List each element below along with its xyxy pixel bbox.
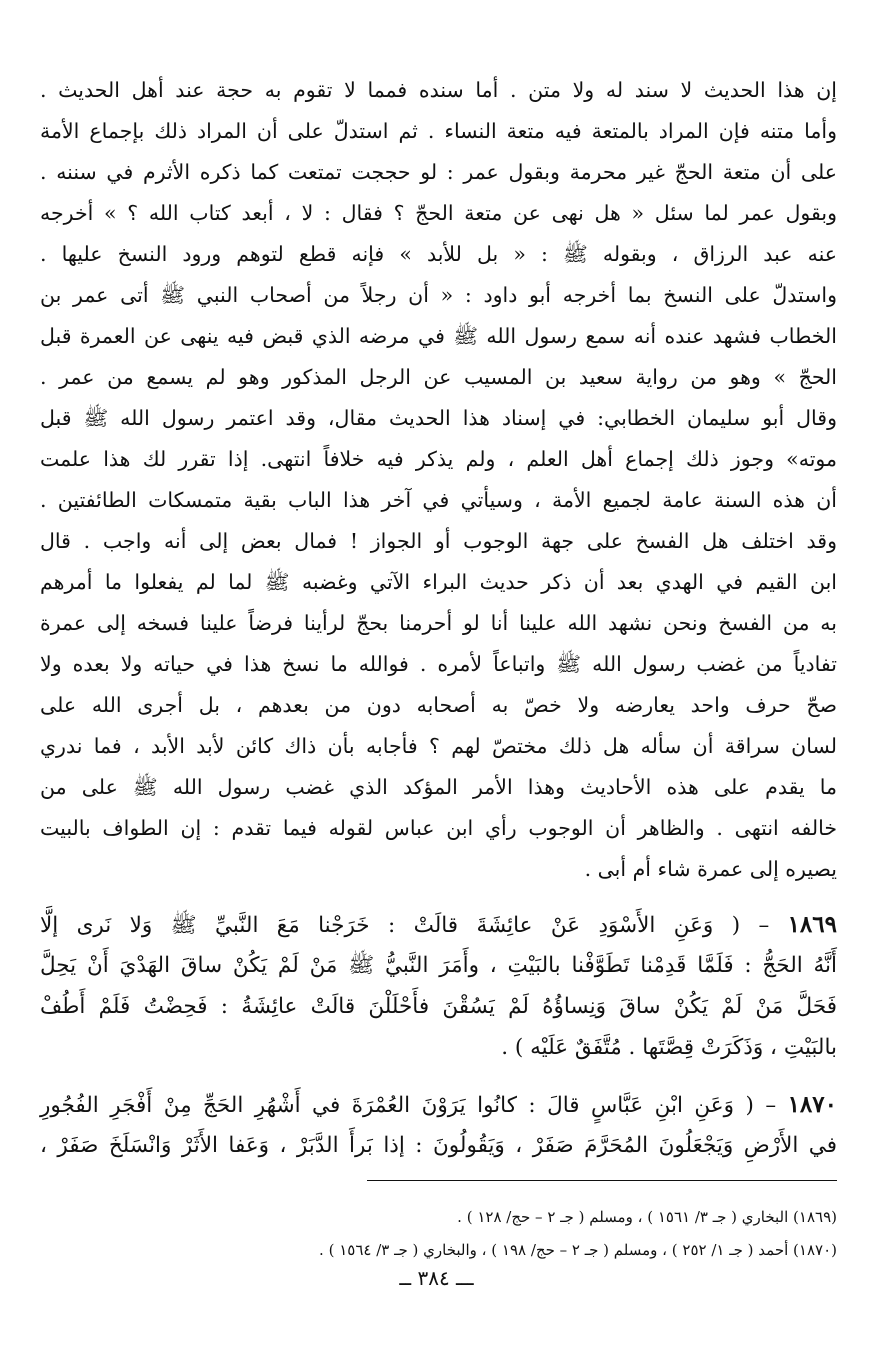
footnote: (١٨٦٩) البخاري ( جـ ٣/ ١٥٦١ ) ، ومسلم ( جـ ٢ – حج/ ١٢٨ ) . xyxy=(457,1208,837,1226)
footnote: (١٨٧٠) أحمد ( جـ ١/ ٢٥٢ ) ، ومسلم ( جـ ٢ – حج/ ١٩٨ ) ، والبخاري ( جـ ٣/ ١٥٦٤ ) . xyxy=(319,1241,837,1259)
hadith-1869 xyxy=(40,904,837,1068)
text-line: على أن متعة الحجّ غير محرمة وبقول عمر : لو حججت تمتعت كما ذكره الأثرم في سننه . xyxy=(40,160,837,184)
hadith-1870 xyxy=(40,1084,837,1166)
text-line: وأما متنه فإن المراد بالمتعة فيه متعة النساء . ثم استدلّ على أن المراد ذلك بإجماع الأمة xyxy=(40,119,837,143)
text-line: ما يقدم على هذه الأحاديث وهذا الأمر المؤكد الذي غضب رسول الله ﷺ على من xyxy=(40,775,837,799)
text-line: لسان سراقة أن سأله هل ذلك مختصّ لهم ؟ فأجابه بأن ذاك كائن لأبد الأبد ، فما ندري xyxy=(40,734,837,758)
hadith-line xyxy=(40,904,837,945)
page-number: ـــ ٣٨٤ ــ xyxy=(399,1266,474,1290)
footnotes xyxy=(40,1201,837,1267)
hadith-text: – ( وَعَنِ ابْنِ عَبَّاسٍ قالَ : كانُوا يَرَوْنَ العُمْرَةَ في أَشْهُرِ الحَجِّ مِنْ أَفْجَرِ الفُجُورِ xyxy=(40,1093,777,1118)
footnote-separator xyxy=(367,1180,837,1181)
text-line: إن هذا الحديث لا سند له ولا متن . أما سنده فمما لا تقوم به حجة عند أهل الحديث . xyxy=(40,78,837,102)
text-line: وبقول عمر لما سئل « هل نهى عن متعة الحجّ ؟ فقال : لا ، أبعد كتاب الله ؟ » أخرجه xyxy=(40,201,837,225)
hadith-line: أَنَّهُ الحَجُّ : فَلَمَّا قَدِمْنا تَطَوَّفْنا بالبَيْتِ ، وأَمَرَ النَّبيُّ ﷺ مَنْ لَمْ يَكُنْ ساقَ الهَدْيَ أَنْ يَحِلَّ xyxy=(40,953,837,978)
text-line: أن هذه السنة عامة لجميع الأمة ، وسيأتي في آخر هذا الباب بقية متمسكات الطائفتين . xyxy=(40,488,837,512)
hadith-number: ١٨٧٠ xyxy=(787,1091,837,1118)
text-line: الحجّ » وهو من رواية سعيد بن المسيب عن الرجل المذكور وهو لم يسمع من عمر . xyxy=(40,365,837,389)
hadith-line: في الأَرْضِ وَيَجْعَلُونَ المُحَرَّمَ صَفَرْ ، وَيَقُولُونَ : إذا بَرأَ الدَّبَرْ ، وَعَفا الأَثَرْ وَانْسَلَخَ صَفَرْ ، xyxy=(40,1133,837,1158)
text-line: صحّ حرف واحد يعارضه ولا خصّ به أصحابه دون من بعدهم ، بل أجرى الله على xyxy=(40,693,837,717)
hadith-text: – ( وَعَنِ الأَسْوَدِ عَنْ عائِشَةَ قالَتْ : خَرَجْنا مَعَ النَّبيِّ ﷺ وَلا نَرى إلَّا xyxy=(40,913,770,938)
text-line: ابن القيم في الهدي بعد أن ذكر حديث البراء الآتي وغضبه ﷺ لما لم يفعلوا ما أمرهم xyxy=(40,570,837,594)
hadith-number: ١٨٦٩ xyxy=(787,911,837,938)
text-line: واستدلّ على النسخ بما أخرجه أبو داود : « أن رجلاً من أصحاب النبي ﷺ أتى عمر بن xyxy=(40,283,837,307)
text-line: تفادياً من غضب رسول الله ﷺ واتباعاً لأمره . فوالله ما نسخ هذا في حياته ولا بعده ولا xyxy=(40,652,837,676)
text-line: به من الفسخ ونحن نشهد الله علينا أنا لو أحرمنا بحجّ لرأينا فرضاً علينا فسخه إلى عمرة xyxy=(40,611,837,635)
text-line: خالفه انتهى . والظاهر أن الوجوب رأي ابن عباس لقوله فيما تقدم : إن الطواف بالبيت xyxy=(40,816,837,840)
text-line: الخطاب فشهد عنده أنه سمع رسول الله ﷺ في مرضه الذي قبض فيه ينهى عن العمرة قبل xyxy=(40,324,837,348)
hadith-line: بالبَيْتِ ، وَذَكَرَتْ قِصَّتَها . مُتَّفَقٌ عَلَيْه ) . xyxy=(501,1035,837,1060)
text-line: وقد اختلف هل الفسخ على جهة الوجوب أو الجواز ! فمال بعض إلى أنه واجب . قال xyxy=(40,529,837,553)
text-line: موته» وجوز ذلك إجماع أهل العلم ، ولم يذكر فيه خلافاً انتهى. إذا تقرر لك هذا علمت xyxy=(40,447,837,471)
text-line: يصيره إلى عمرة شاء أم أبى . xyxy=(584,857,837,881)
hadith-line xyxy=(40,1084,837,1125)
text-line: وقال أبو سليمان الخطابي: في إسناد هذا الحديث مقال، وقد اعتمر رسول الله ﷺ قبل xyxy=(40,406,837,430)
hadith-line: فَحَلَّ مَنْ لَمْ يَكُنْ ساقَ وَنِساؤُهُ لَمْ يَسُقْنَ فأَحْلَلْنَ قالَتْ عائِشَةُ : فَحِضْتُ فَلَمْ أَطُفْ xyxy=(40,994,837,1019)
text-line: عنه عبد الرزاق ، وبقوله ﷺ : « بل للأبد » فإنه قطع لتوهم ورود النسخ عليها . xyxy=(40,242,837,266)
commentary-text xyxy=(40,70,837,890)
